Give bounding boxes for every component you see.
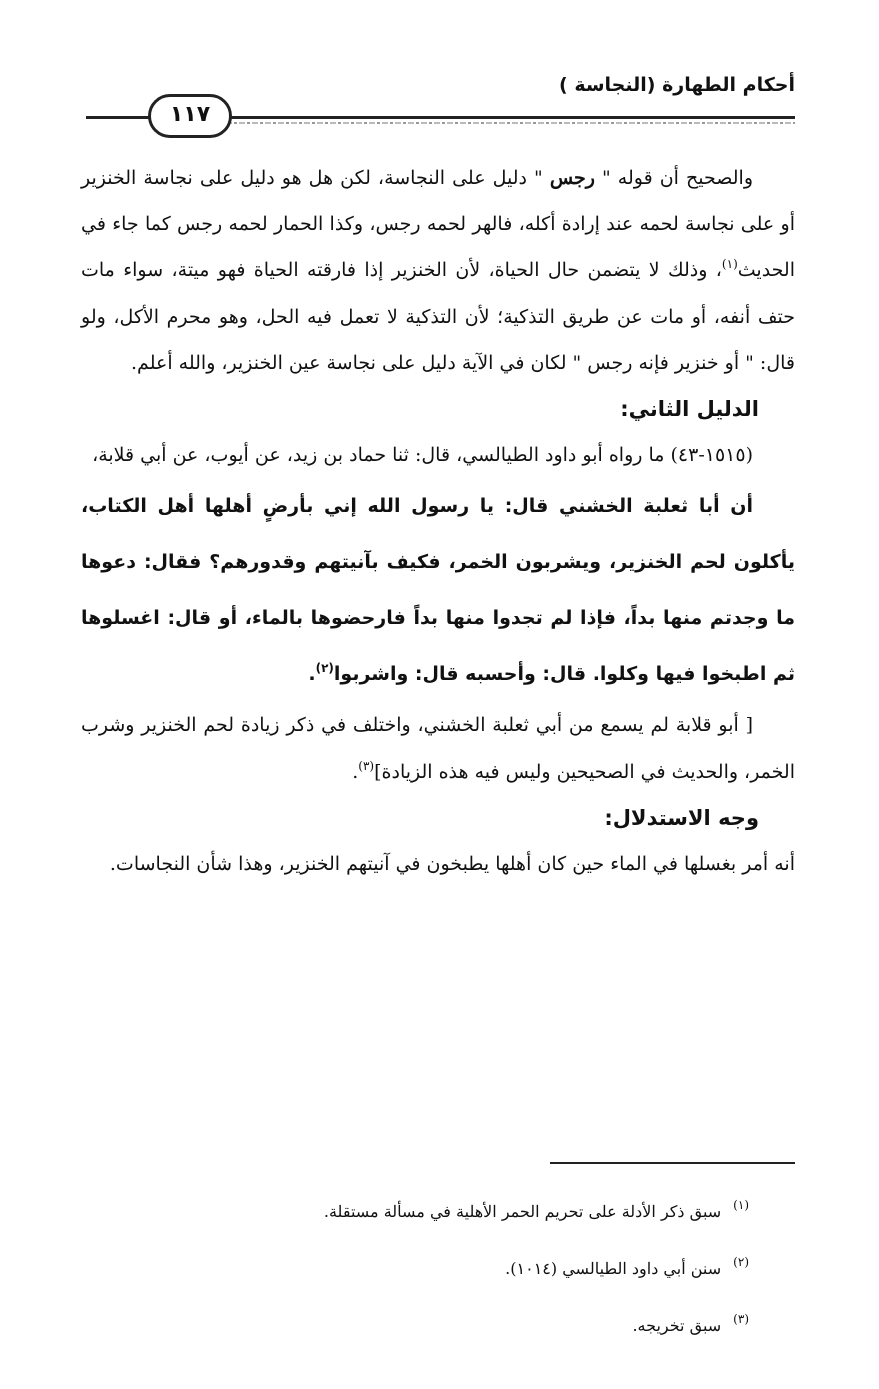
footnote — [89, 1294, 749, 1351]
main-text — [81, 155, 795, 887]
isnad-paragraph: (١٥١٥-٤٣) ما رواه أبو داود الطيالسي، قال: ثنا حماد بن زيد، عن أيوب، عن أبي قلابة، — [92, 444, 753, 467]
footnote — [89, 1180, 749, 1237]
paragraph-text: والصحيح أن قوله " — [594, 167, 753, 189]
paragraph-text: " دليل على النجاسة، لكن هل هو دليل على نجاسة الخنزير أو على نجاسة لحمه عند إرادة أكله، فالهر لحمه رجس، وكذا الحمار لحمه رجس كما جاء في الحديث — [81, 167, 796, 282]
quoted-keyword: رجس — [549, 167, 595, 189]
footnote-mark: (٣) — [733, 1312, 749, 1326]
grading-end: . — [352, 760, 359, 783]
opening-paragraph — [81, 155, 795, 386]
footnote-text: سبق تخريجه. — [632, 1316, 722, 1335]
paragraph-text: ، وذلك لا يتضمن حال الحياة، لأن الخنزير إذا فارقته الحياة فهو ميتة، سواء مات حتف أنفه، أو مات عن طريق التذكية؛ لأن التذكية لا تعمل فيه الحل، وهو محرم الأكل، ولو قال: " أو خنزير فإنه رجس " لكان في الآية دليل على نجاسة عين الخنزير، والله أعلم. — [81, 259, 795, 374]
footnote-text: سنن أبي داود الطيالسي (١٠١٤). — [505, 1259, 722, 1278]
section-heading: وجه الاستدلال: — [604, 805, 759, 830]
grading-text: [ أبو قلابة لم يسمع من أبي ثعلبة الخشني، واختلف في ذكر زيادة لحم الخنزير وشرب الخمر، والحديث في الصحيحين وليس فيه هذه الزيادة] — [81, 714, 795, 783]
running-header — [86, 70, 795, 130]
running-title: أحكام الطهارة (النجاسة ) — [559, 74, 795, 96]
hadith-end: . — [308, 663, 316, 686]
footnote-mark: (٢) — [733, 1255, 749, 1269]
header-ornament-rule — [226, 122, 795, 124]
footnote-ref[interactable]: (٢) — [315, 661, 334, 676]
footnote-mark: (١) — [733, 1198, 749, 1212]
footnotes — [89, 1180, 749, 1351]
inference-paragraph: أنه أمر بغسلها في الماء حين كان أهلها يطبخون في آنيتهم الخنزير، وهذا شأن النجاسات. — [109, 853, 795, 876]
footnote-text: سبق ذكر الأدلة على تحريم الحمر الأهلية في مسألة مستقلة. — [323, 1202, 722, 1221]
hadith-text — [81, 478, 795, 702]
footnote-separator — [550, 1162, 795, 1164]
grading-paragraph — [81, 702, 795, 794]
hadith-body: أن أبا ثعلبة الخشني قال: يا رسول الله إني بأرضٍ أهلها أهل الكتاب، يأكلون لحم الخنزير، ويشربون الخمر، فكيف بآنيتهم وقدورهم؟ فقال: دعوها ما وجدتم منها بداً، فإذا لم تجدوا منها بداً فارحضوها بالماء، أو قال: اغسلوها ثم اطبخوا فيها وكلوا. قال: وأحسبه قال: واشربوا — [81, 495, 795, 686]
page-number: ١١٧ — [148, 94, 232, 138]
footnote-ref[interactable]: (٣) — [358, 758, 375, 773]
footnote — [89, 1237, 749, 1294]
section-heading: الدليل الثاني: — [620, 397, 759, 422]
footnote-ref[interactable]: (١) — [721, 257, 738, 272]
